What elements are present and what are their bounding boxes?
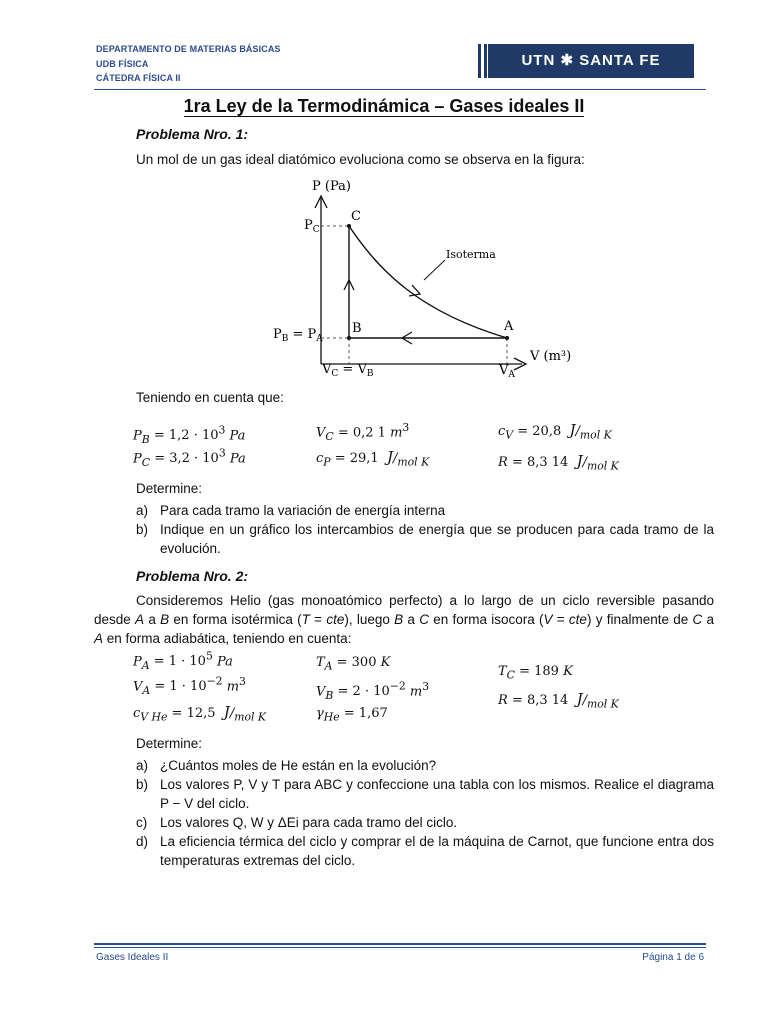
isotherm-ca — [349, 226, 507, 338]
given-cv: $c_V = 20,8$ $J/_{mol K}$ — [498, 421, 612, 442]
list-item — [136, 520, 714, 558]
point-a-label: A — [504, 319, 514, 334]
ca-arrow — [409, 285, 420, 296]
given-pb: $P_B = 1,2 \cdot 10^3$ Pa — [133, 424, 246, 446]
header-catedra: CÁTEDRA FÍSICA II — [96, 73, 181, 83]
problem-2-intro: Consideremos Helio (gas monoatómico perfecto) a lo largo de un ciclo reversible pasando desde A a B en forma isotérmica (T = cte), luego B a C en forma isocora (V = cte) y finalmente de C a A en forma adiabática, teniendo en cuenta: — [94, 593, 715, 646]
list-item-text: Indique en un gráfico los intercambios de energía que se producen para cada tramo de la evolución. — [160, 522, 714, 556]
problem-2-heading: Problema Nro. 2: — [136, 568, 249, 584]
pc-label: $P_C$ — [304, 218, 320, 235]
list-item — [136, 501, 714, 520]
given-pc: $P_C = 3,2 \cdot 10^3$ Pa — [133, 447, 246, 469]
point-c — [347, 224, 351, 228]
list-item-label: d) — [136, 834, 149, 849]
footer-title: Gases Ideales II — [96, 952, 169, 963]
footer-rule-thin — [94, 947, 706, 948]
pb-pa-label: $P_B = P_A$ — [273, 327, 323, 344]
utn-logo: UTN ✱ SANTA FE — [488, 44, 694, 78]
logo-stripe — [478, 44, 481, 78]
given-r: R = 8,3 14 $J/_{mol K}$ — [498, 452, 619, 473]
page-title-text: 1ra Ley de la Termodinámica – Gases ideales II — [183, 96, 585, 116]
problem-2-determine: Determine: — [136, 736, 203, 751]
given-cp: $c_P = 29,1$ $J/_{mol K}$ — [316, 448, 430, 469]
given-r2: R = 8,3 14 $J/_{mol K}$ — [498, 690, 619, 711]
logo-stripe — [484, 44, 487, 78]
problem-1-heading: Problema Nro. 1: — [136, 126, 249, 142]
problem-1-determine: Determine: — [136, 481, 203, 496]
given-cv-he: $c_{V He} = 12,5$ $J/_{mol K}$ — [133, 703, 266, 724]
x-axis-label: V (m³) — [530, 349, 572, 364]
header-udb: UDB FÍSICA — [96, 59, 149, 69]
given-vb: $V_B = 2 \cdot 10^{-2}$ $m^3$ — [316, 680, 430, 702]
point-c-label: C — [351, 209, 361, 224]
point-a — [505, 336, 509, 340]
problem-1-list — [136, 501, 714, 558]
isoterma-pointer — [424, 260, 445, 280]
given-vc: $V_C = 0,2$ 1 $m^3$ — [316, 421, 410, 443]
list-item-text: Para cada tramo la variación de energía interna — [160, 503, 446, 518]
given-intro: Teniendo en cuenta que: — [136, 390, 284, 405]
list-item-label: b) — [136, 777, 149, 792]
given-va: $V_A = 1 \cdot 10^{-2}$ $m^3$ — [133, 675, 246, 697]
list-item-text: ¿Cuántos moles de He están en la evolución? — [160, 758, 437, 773]
list-item-label: b) — [136, 522, 149, 537]
list-item — [136, 756, 714, 775]
list-item-text: Los valores P, V y T para ABC y confeccione una tabla con los mismos. Realice el diagrama P − V del ciclo. — [160, 777, 714, 811]
va-label: $V_A$ — [499, 363, 515, 380]
list-item — [136, 832, 714, 870]
vc-vb-label: $V_C = V_B$ — [322, 362, 374, 379]
problem-1-intro: Un mol de un gas ideal diatómico evoluciona como se observa en la figura: — [136, 152, 585, 167]
list-item-label: a) — [136, 758, 149, 773]
list-item — [136, 813, 714, 832]
problem-2-list — [136, 756, 714, 870]
list-item — [136, 775, 714, 813]
given-gamma: $\gamma_{He} = 1,67$ — [316, 706, 388, 724]
point-b — [347, 336, 351, 340]
pv-diagram — [270, 172, 590, 384]
given-tc: $T_C = 189$ K — [498, 664, 573, 682]
y-axis-label: P (Pa) — [312, 179, 351, 194]
footer-rule — [94, 943, 706, 945]
point-b-label: B — [352, 321, 362, 336]
header-department: DEPARTAMENTO DE MATERIAS BÁSICAS — [96, 44, 281, 54]
given-pa: $P_A = 1 \cdot 10^5$ Pa — [133, 650, 233, 672]
footer-page-number: Página 1 de 6 — [642, 952, 704, 963]
list-item-text: Los valores Q, W y ΔEi para cada tramo del ciclo. — [160, 815, 458, 830]
header-rule — [94, 89, 706, 90]
list-item-label: c) — [136, 815, 148, 830]
page-title — [0, 96, 768, 117]
given-ta: $T_A = 300$ K — [316, 655, 391, 673]
list-item-text: La eficiencia térmica del ciclo y comprar el de la máquina de Carnot, que funcione entra dos temperaturas extremas del ciclo. — [160, 834, 714, 868]
list-item-label: a) — [136, 503, 149, 518]
isoterma-label: Isoterma — [446, 248, 496, 261]
